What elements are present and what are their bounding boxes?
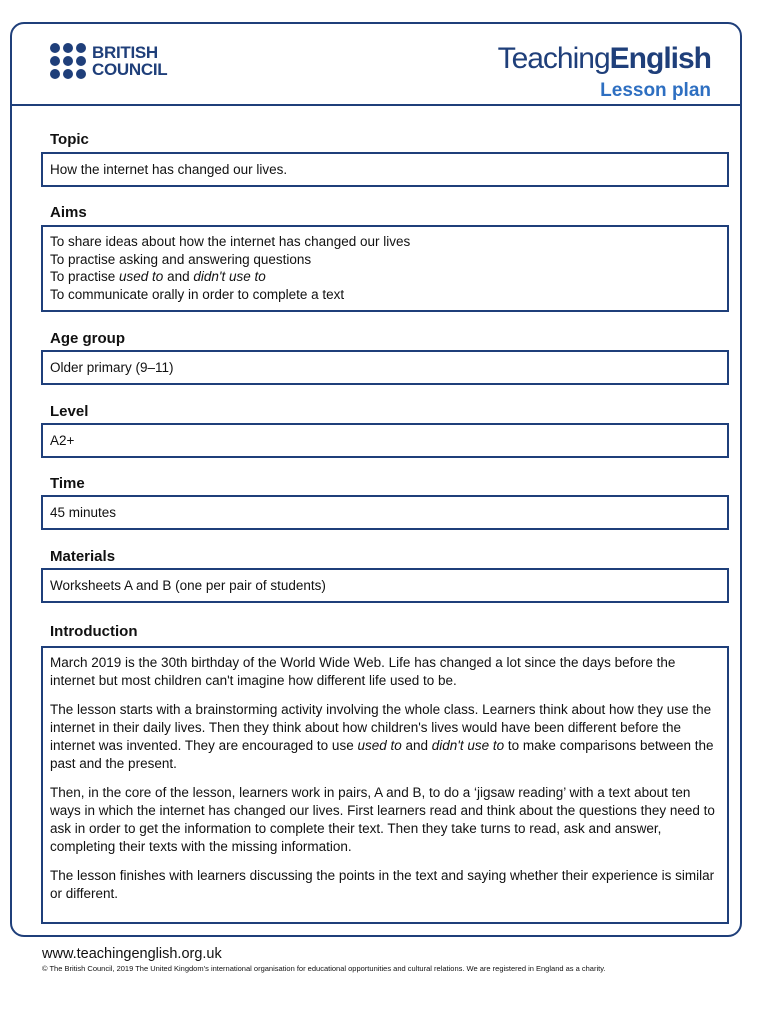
time-heading: Time xyxy=(50,475,85,492)
topic-box xyxy=(41,152,729,187)
aims-heading: Aims xyxy=(50,204,87,221)
footer-url-link[interactable]: www.teachingenglish.org.uk xyxy=(42,946,222,962)
introduction-heading: Introduction xyxy=(50,623,138,640)
british-council-wordmark: BRITISH COUNCIL xyxy=(92,43,168,79)
level-box xyxy=(41,423,729,458)
aims-item: To practise asking and answering questions xyxy=(50,251,312,267)
aims-item: To share ideas about how the internet has changed our lives xyxy=(50,234,411,249)
aims-item: To communicate orally in order to complete a text xyxy=(50,286,345,302)
time-text: 45 minutes xyxy=(50,505,117,520)
teaching-english-title: TeachingEnglish xyxy=(497,42,711,75)
introduction-box xyxy=(41,646,729,924)
header-divider xyxy=(12,104,742,106)
materials-box xyxy=(41,568,729,603)
introduction-paragraph: The lesson finishes with learners discussing the points in the text and saying whether their experience is similar or different. xyxy=(50,868,715,901)
footer-copyright: © The British Council, 2019 The United Kingdom’s international organisation for educational opportunities and cultural relations. We are registered in England as a charity. xyxy=(42,964,606,973)
materials-text: Worksheets A and B (one per pair of students) xyxy=(50,578,326,593)
age-group-heading: Age group xyxy=(50,330,125,347)
introduction-paragraph: March 2019 is the 30th birthday of the World Wide Web. Life has changed a lot since the days before the internet but most children can't imagine how different life used to be. xyxy=(50,655,676,688)
lesson-plan-subtitle: Lesson plan xyxy=(600,80,711,101)
introduction-paragraph: Then, in the core of the lesson, learners work in pairs, A and B, to do a ‘jigsaw reading’ with a text about ten ways in which the internet has changed our lives. First learners read and think about the questions they need to ask in order to get the information to complete their text. Then they take turns to read, ask and answer, completing their texts with the missing information. xyxy=(50,785,715,854)
introduction-paragraph: The lesson starts with a brainstorming activity involving the whole class. Learners think about how they use the internet in their daily lives. Then they think about how children's lives would have been different before the internet was invented. They are encouraged to use used to and didn't use to to make comparisons between the past and the present. xyxy=(50,702,714,771)
level-heading: Level xyxy=(50,403,89,420)
aims-item: To practise used to and didn't use to xyxy=(50,269,266,284)
aims-box xyxy=(41,225,729,312)
materials-heading: Materials xyxy=(50,548,116,565)
british-council-dots-icon xyxy=(50,43,86,79)
time-box xyxy=(41,495,729,530)
age-group-box xyxy=(41,350,729,385)
age-group-text: Older primary (9–11) xyxy=(50,360,174,375)
topic-text: How the internet has changed our lives. xyxy=(50,162,288,177)
level-text: A2+ xyxy=(50,433,75,448)
topic-heading: Topic xyxy=(50,131,89,148)
